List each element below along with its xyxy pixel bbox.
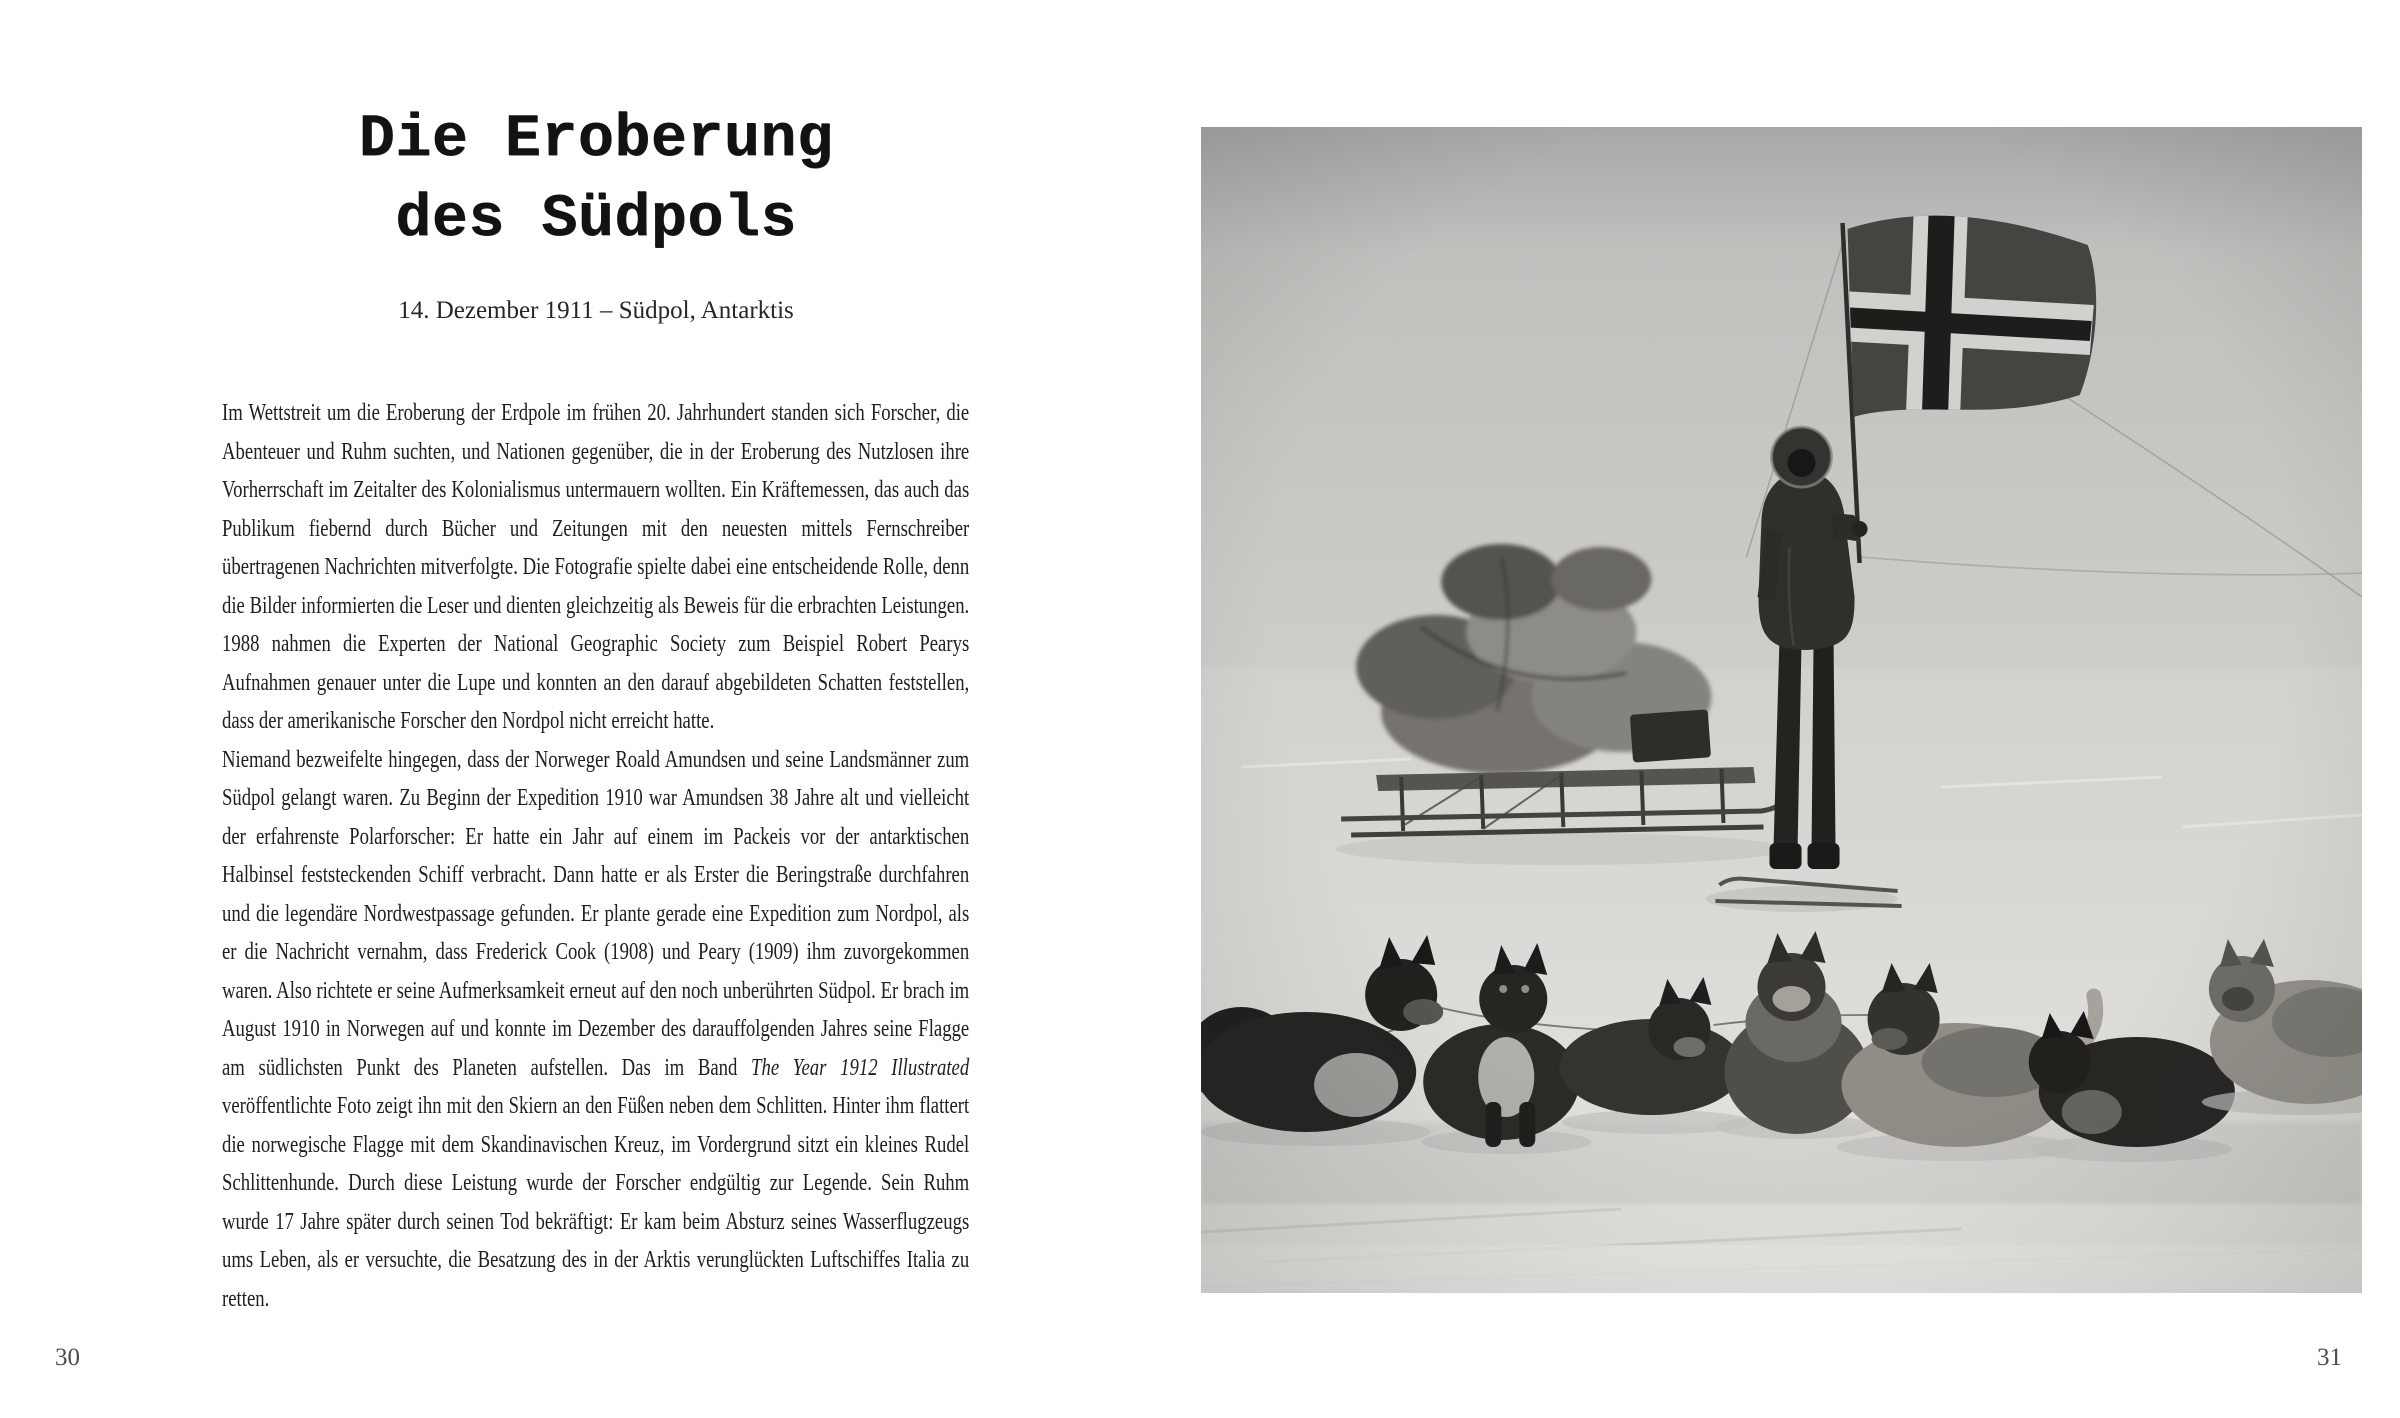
paragraph-2 — [222, 741, 969, 1319]
photo-vignette — [1201, 127, 2362, 1293]
chapter-title-line1: Die Eroberung — [358, 106, 834, 174]
chapter-subtitle: 14. Dezember 1911 – Südpol, Antarktis — [398, 297, 794, 324]
paragraph-2-text-end: veröffentlichte Foto zeigt ihn mit den Skiern an den Füßen neben dem Schlitten. Hinter ihm flattert die norwegische Flagge mit dem Skandinavischen Kreuz, im Vordergrund sitzt ein kleines Rudel Schlittenhunde. Durch diese Leistung wurde der Forscher endgültig zur Legende. Sein Ruhm wurde 17 Jahre später durch seinen Tod bekräftigt: Er kam beim Absturz seines Wasserflugzeugs ums Leben, als er versuchte, die Besatzung des in der Arktis verunglückten Luftschiffes Italia zu retten. — [222, 1093, 970, 1312]
chapter-title — [222, 100, 970, 260]
chapter-title-line2: des Südpols — [395, 186, 797, 254]
page-number-left: 30 — [55, 1344, 80, 1371]
body-text — [222, 394, 969, 1318]
paragraph-2-text: Niemand bezweifelte hingegen, dass der Norweger Roald Amundsen und seine Landsmänner zum Südpol gelangt waren. Zu Beginn der Expedition 1910 war Amundsen 38 Jahre alt und vielleicht der erfahrenste Polarforscher: Er hatte ein Jahr auf einem im Packeis vor der antarktischen Halbinsel feststeckenden Schiff verbracht. Dann hatte er als Erster die Beringstraße durchfahren und die legendäre Nordwestpassage gefunden. Er plante gerade eine Expedition zum Nordpol, als er die Nachricht vernahm, dass Frederick Cook (1908) und Peary (1909) ihm zuvorgekommen waren. Also richtete er seine Aufmerksamkeit erneut auf den noch unberührten Südpol. Er brach im August 1910 in Norwegen auf und konnte im Dezember des darauffolgenden Jahres seine Flagge am südlichsten Punkt des Planeten aufstellen. Das im Band — [222, 746, 970, 1081]
book-title-italic: The Year 1912 Illustrated — [751, 1054, 970, 1081]
expedition-photo — [1201, 127, 2362, 1293]
expedition-photo-svg — [1201, 127, 2362, 1293]
page-number-right: 31 — [2317, 1344, 2342, 1371]
paragraph-1: Im Wettstreit um die Eroberung der Erdpole im frühen 20. Jahrhundert standen sich Forscher, die Abenteuer und Ruhm suchten, und Nationen gegenüber, die in der Eroberung des Nutzlosen ihre Vorherrschaft im Zeitalter des Kolonialismus untermauern wollten. Ein Kräftemessen, das auch das Publikum fiebernd durch Bücher und Zeitungen mit den neuesten mittels Fernschreiber übertragenen Nachrichten mitverfolgte. Die Fotografie spielte dabei eine entscheidende Rolle, denn die Bilder informierten die Leser und dienten gleichzeitig als Beweis für die erbrachten Leistungen. 1988 nahmen die Experten der National Geographic Society zum Beispiel Robert Pearys Aufnahmen genauer unter die Lupe und konnten an den darauf abgebildeten Schatten feststellen, dass der amerikanische Forscher den Nordpol nicht erreicht hatte. — [222, 400, 970, 734]
